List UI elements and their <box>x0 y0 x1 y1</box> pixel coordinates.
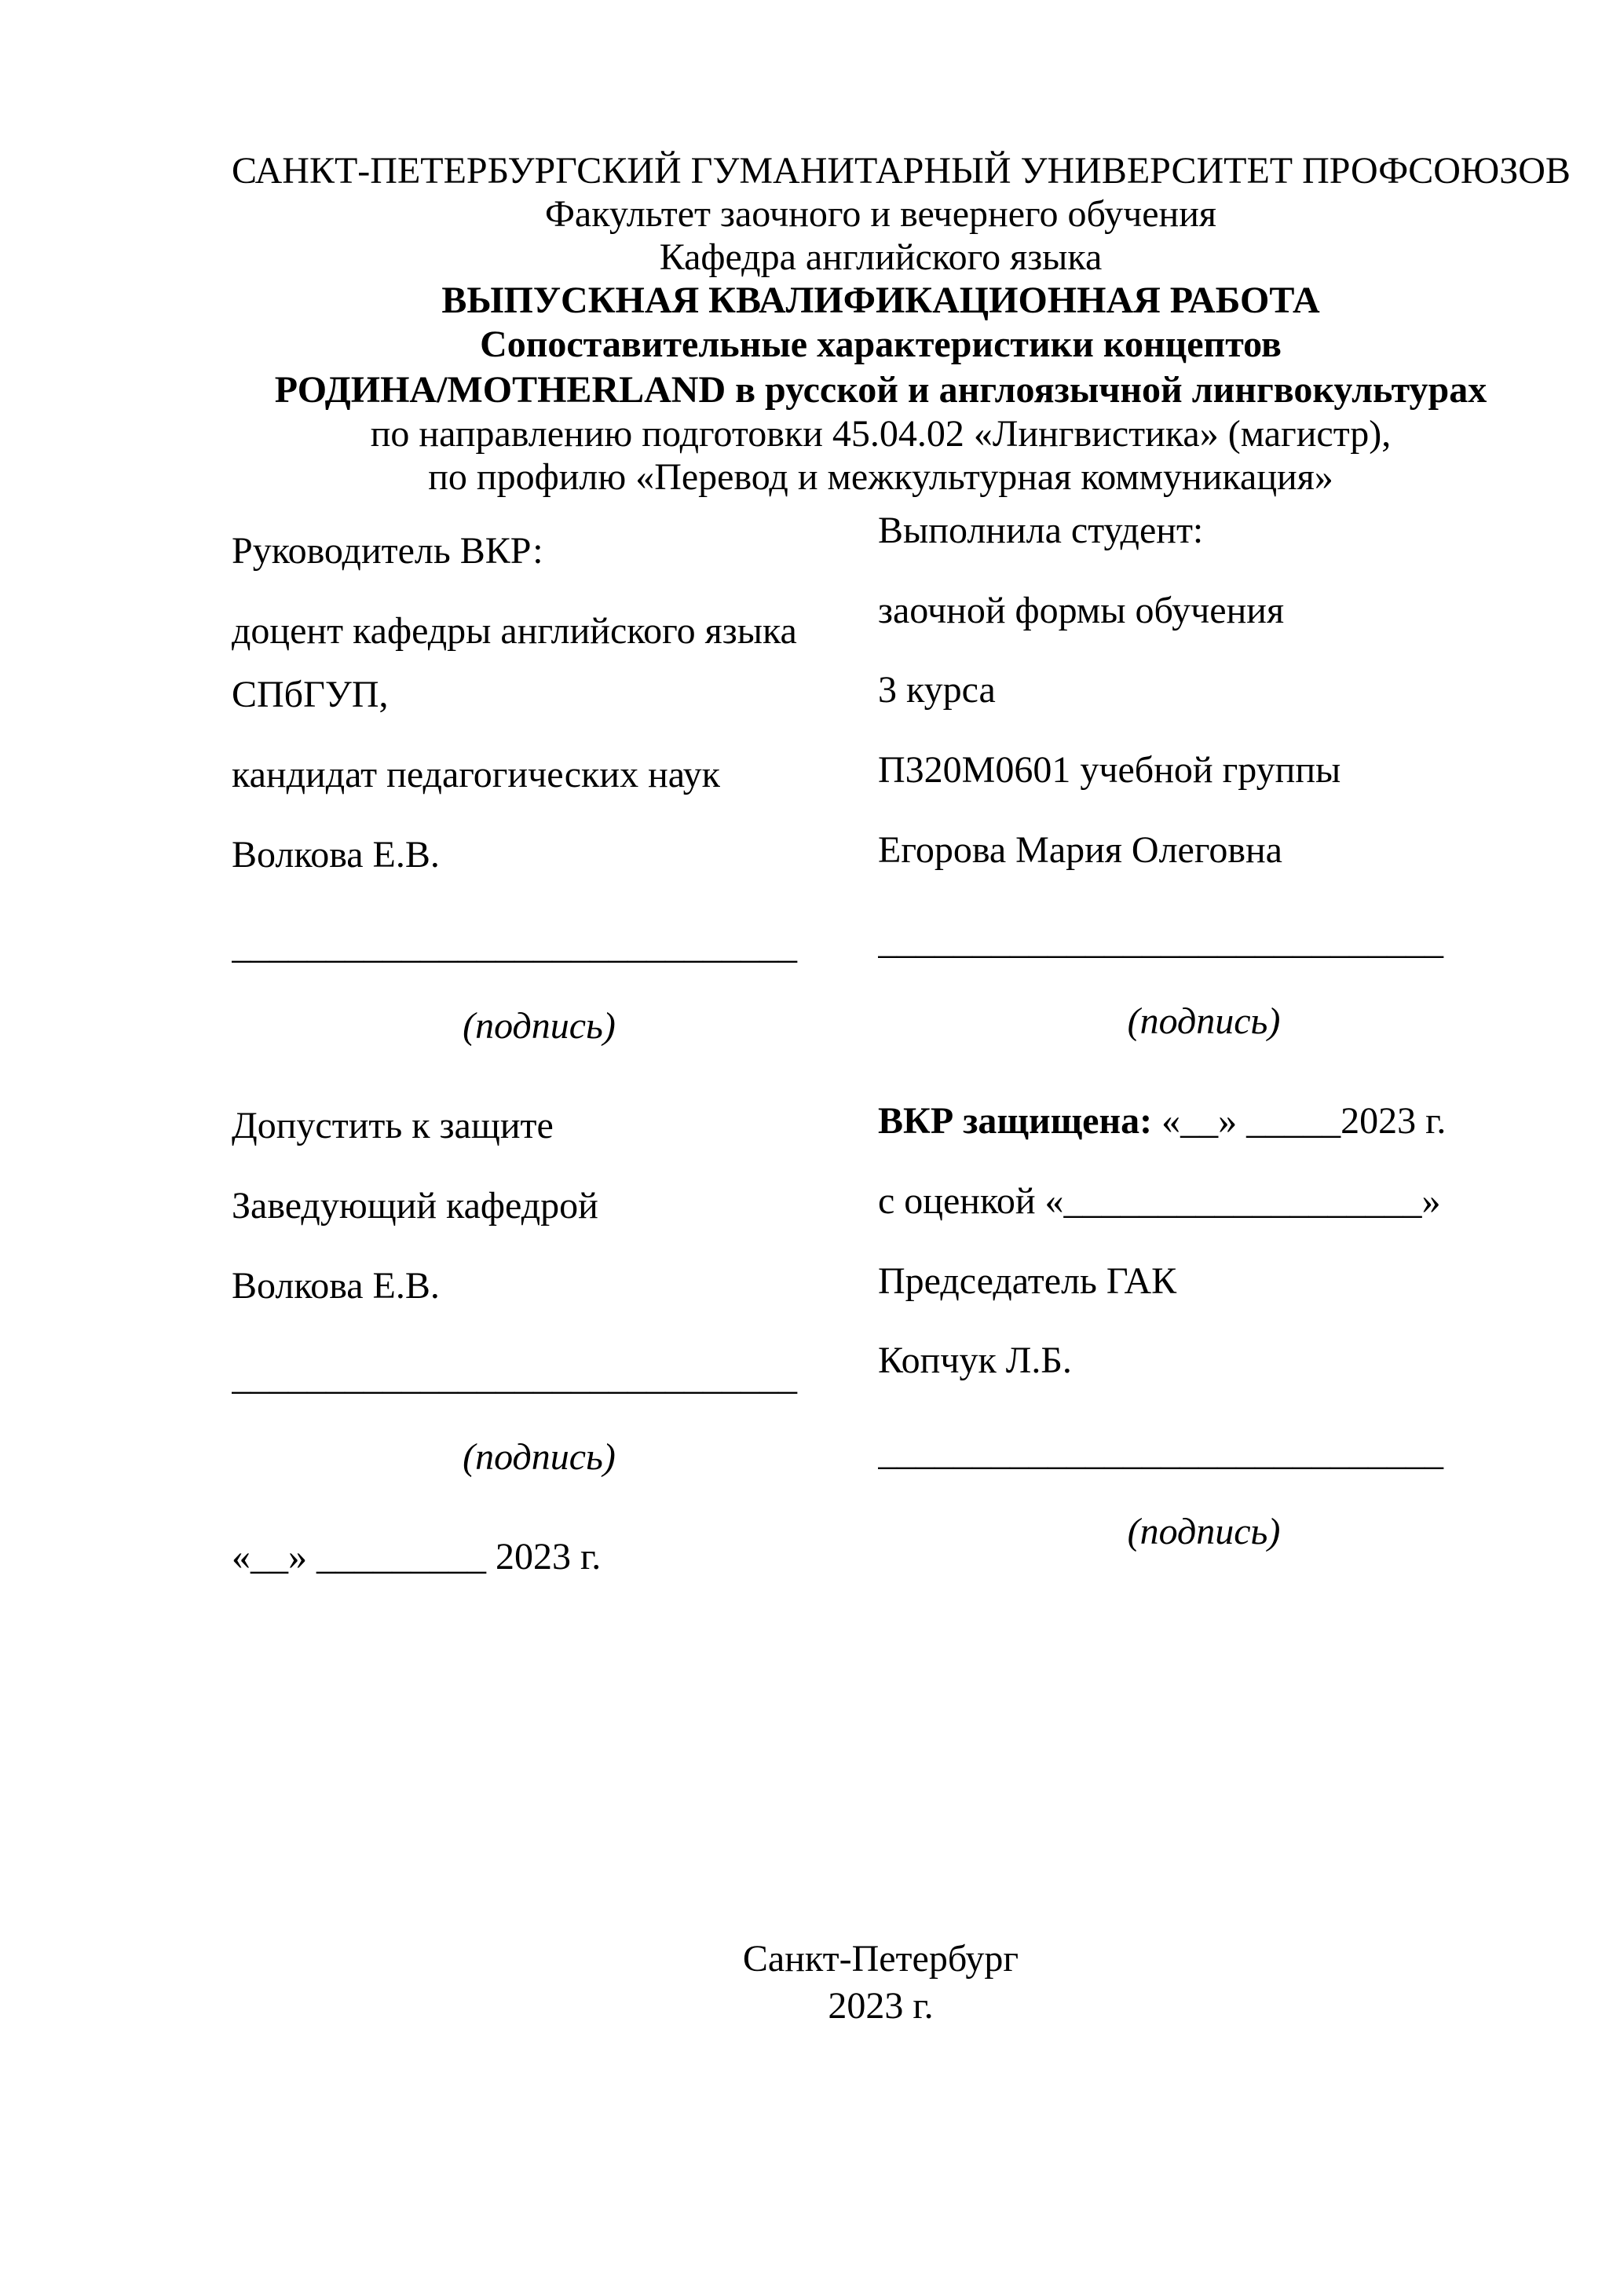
student-name: Егорова Мария Олеговна <box>878 828 1282 871</box>
signature-columns <box>232 499 1530 1605</box>
gak-chairman-label: Председатель ГАК <box>878 1260 1177 1302</box>
supervisor-signature-caption: (подпись) <box>463 1004 616 1047</box>
thesis-title-line2: РОДИНА/MOTHERLAND в русской и англоязычной лингвокультурах <box>274 368 1487 411</box>
department-head-name: Волкова Е.В. <box>232 1264 440 1307</box>
supervisor-column <box>232 499 878 1605</box>
student-label: Выполнила студент: <box>878 510 1204 552</box>
admission-signature-line: ______________________________ <box>232 1356 797 1398</box>
thesis-title-line1: Сопоставительные характеристики концептов <box>480 324 1282 365</box>
defense-date: «__» _____2023 г. <box>1152 1100 1447 1143</box>
student-group: П320М0601 учебной группы <box>878 748 1341 791</box>
department-name: Кафедра английского языка <box>659 236 1103 278</box>
supervisor-signature-line: ______________________________ <box>232 925 797 967</box>
study-direction: по направлению подготовки 45.04.02 «Лингвистика» (магистр), <box>370 413 1392 455</box>
student-signature-caption: (подпись) <box>1127 1000 1281 1042</box>
defense-status-label: ВКР защищена: <box>878 1100 1153 1143</box>
admission-signature-caption: (подпись) <box>463 1435 616 1478</box>
work-type-heading: ВЫПУСКНАЯ КВАЛИФИКАЦИОННАЯ РАБОТА <box>441 280 1320 321</box>
gak-chairman-name: Копчук Л.Б. <box>878 1340 1072 1382</box>
supervisor-label: Руководитель ВКР: <box>232 530 543 572</box>
student-signature-line: ______________________________ <box>878 920 1443 963</box>
admission-date-line: «__» _________ 2023 г. <box>232 1536 602 1578</box>
department-head-label: Заведующий кафедрой <box>232 1184 598 1227</box>
defense-grade-line: с оценкой «___________________» <box>878 1179 1441 1222</box>
faculty-name: Факультет заочного и вечернего обучения <box>545 193 1216 235</box>
thesis-title <box>232 322 1530 412</box>
student-study-form: заочной формы обучения <box>878 589 1285 631</box>
footer-city: Санкт-Петербург <box>742 1938 1019 1980</box>
university-name: САНКТ-ПЕТЕРБУРГСКИЙ ГУМАНИТАРНЫЙ УНИВЕРСИТЕТ ПРОФСОЮЗОВ <box>232 150 1571 192</box>
admit-label: Допустить к защите <box>232 1105 554 1147</box>
student-column <box>878 499 1530 1605</box>
supervisor-name: Волкова Е.В. <box>232 833 440 876</box>
study-profile: по профилю «Перевод и межкультурная коммуникация» <box>428 456 1333 499</box>
supervisor-degree: кандидат педагогических наук <box>232 753 720 795</box>
footer-year: 2023 г. <box>828 1985 934 2027</box>
document-header <box>232 149 1571 499</box>
supervisor-position: доцент кафедры английского языка СПбГУП, <box>232 609 797 716</box>
defense-signature-caption: (подпись) <box>1127 1511 1281 1553</box>
defense-status-line <box>878 1089 1530 1153</box>
defense-signature-line: ______________________________ <box>878 1431 1443 1473</box>
student-course: 3 курса <box>878 669 996 711</box>
document-footer <box>232 1936 1530 2030</box>
